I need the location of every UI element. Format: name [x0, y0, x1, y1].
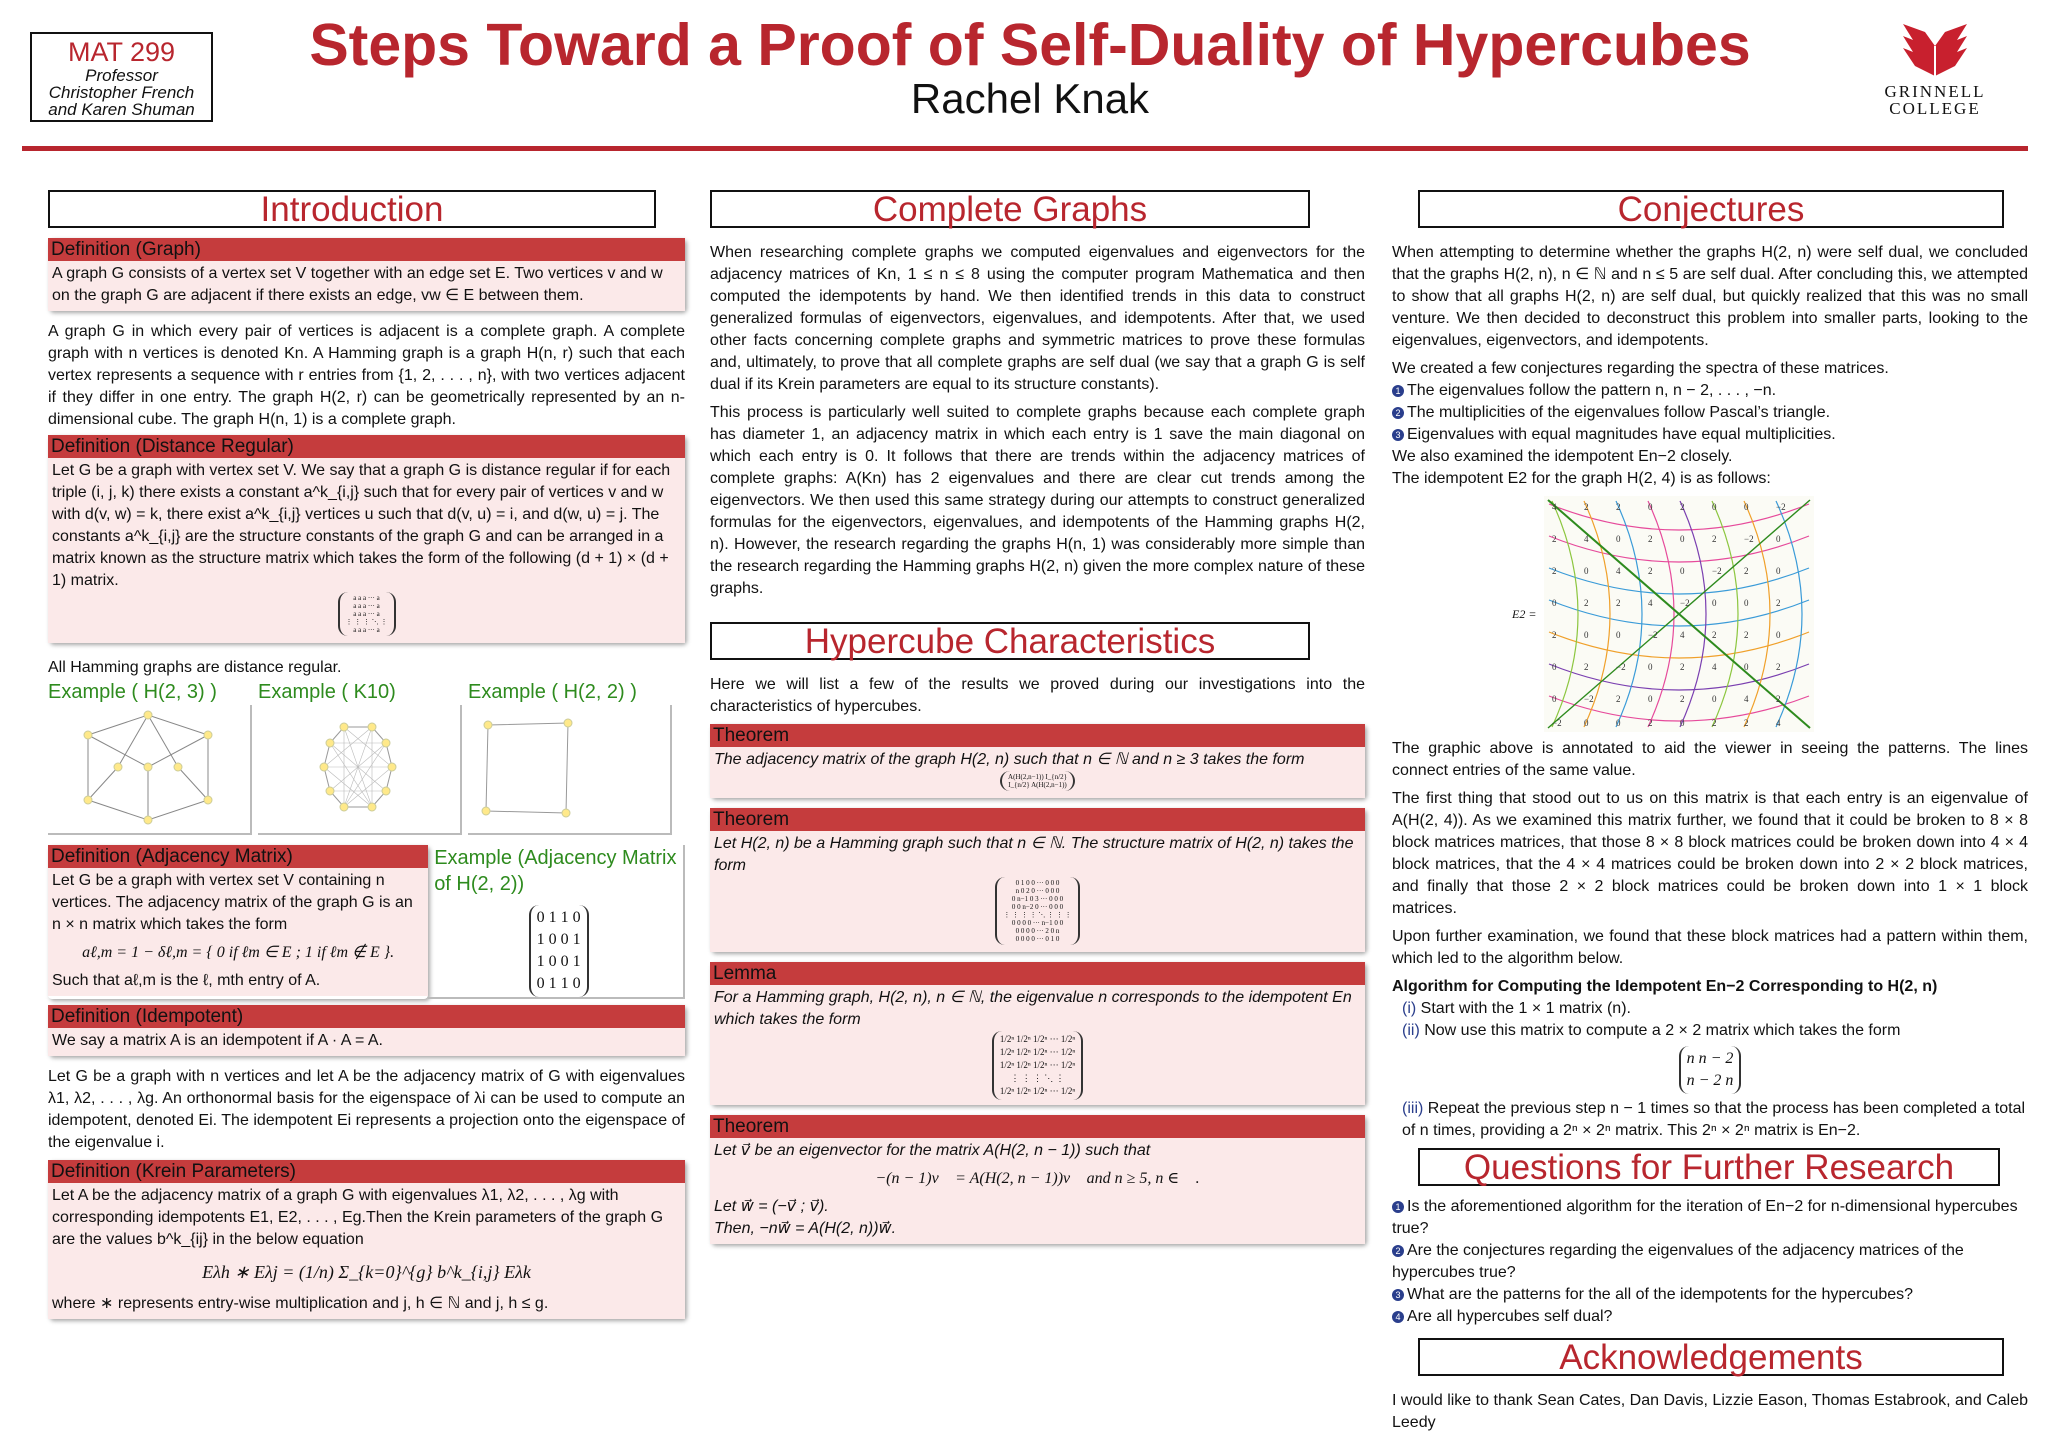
step-number: (ii)	[1402, 1022, 1420, 1039]
matrix-row: 0 0 0 0 ··· 2 0 n	[1015, 927, 1060, 935]
column-complete-graphs	[710, 190, 1365, 1254]
bullet-icon: 3	[1392, 1289, 1404, 1301]
step-text: Repeat the previous step n − 1 times so that the process has been completed a total of n times, providing a 2ⁿ × 2ⁿ matrix. This 2ⁿ × 2ⁿ matrix is En−2.	[1402, 1100, 2026, 1139]
college-logo	[1880, 22, 1990, 117]
professor-line-3: and Karen Shuman	[48, 100, 195, 119]
conjectures-paragraph-7: Upon further examination, we found that these block matrices had a pattern within them, which led to the algorithm below.	[1392, 928, 2028, 967]
step-number: (iii)	[1402, 1100, 1424, 1117]
svg-text:2: 2	[1584, 662, 1589, 672]
svg-text:0: 0	[1648, 662, 1653, 672]
acknowledgements-text: I would like to thank Sean Cates, Dan Davis, Lizzie Eason, Thomas Estabrook, and Caleb Leedy	[1392, 1392, 2028, 1431]
svg-text:0: 0	[1744, 598, 1749, 608]
svg-text:2: 2	[1680, 502, 1685, 512]
conjectures-paragraph-6: The first thing that stood out to us on this matrix is that each entry is an eigenvalue of A(H(2, 4)). As we examined this matrix further, we found that it could be broken to 8 × 8 block matrices matrices, that those 8 × 8 block matrices could be broken down into 4 × 4 block matrices, that the 4 × 4 matrices could be broken down into 2 × 2 block matrices, and finally that those 2 × 2 block matrices could be broken down into 1 × 1 block matrices.	[1392, 790, 2028, 917]
theorem-line: −(n − 1)v⃗ = A(H(2, n − 1))v⃗ and n ≥ 5, n ∈ ℕ.	[875, 1170, 1200, 1187]
question-item	[1392, 1306, 2028, 1328]
h23-graph	[48, 705, 248, 829]
theorem-line: Then, −nw⃗ = A(H(2, n))w⃗.	[714, 1220, 897, 1237]
example-title: Example (Adjacency Matrix of H(2, 2))	[434, 847, 677, 895]
matrix-row: n n − 2	[1686, 1050, 1734, 1067]
block-body-container	[48, 868, 428, 996]
block-body-container	[710, 747, 1365, 798]
svg-text:0: 0	[1712, 502, 1717, 512]
block-heading: Theorem	[710, 1115, 1365, 1138]
hamming-structure-matrix	[995, 877, 1079, 945]
block-body-container	[710, 831, 1365, 952]
svg-text:0: 0	[1584, 566, 1589, 576]
svg-text:−2: −2	[1776, 502, 1787, 512]
svg-text:0: 0	[1776, 630, 1781, 640]
block-heading: Lemma	[710, 962, 1365, 985]
svg-text:4: 4	[1616, 566, 1621, 576]
question-item	[1392, 1196, 2028, 1240]
block-body-container	[710, 985, 1365, 1105]
svg-text:0: 0	[1744, 662, 1749, 672]
example-h23	[48, 679, 258, 835]
definition-adjacency-matrix	[48, 845, 428, 999]
svg-text:2: 2	[1552, 566, 1557, 576]
svg-text:2: 2	[1744, 630, 1749, 640]
step-text: Now use this matrix to compute a 2 × 2 matrix which takes the form	[1424, 1022, 1901, 1039]
h22-graph	[468, 705, 668, 829]
course-box	[30, 32, 213, 122]
svg-text:0: 0	[1712, 694, 1717, 704]
svg-text:4: 4	[1552, 502, 1557, 512]
section-title-conjectures: Conjectures	[1418, 190, 2004, 228]
theorem-eigenvector	[710, 1115, 1365, 1244]
matrix-row: 0 n−1 0 3 ··· 0 0 0	[1011, 895, 1064, 903]
algorithm-step	[1402, 1020, 2028, 1042]
conjectures-paragraph-3: We also examined the idempotent En−2 closely.	[1392, 448, 1733, 465]
h22-graph-figure	[468, 705, 672, 835]
svg-text:2: 2	[1552, 534, 1557, 544]
matrix-row: 0 1 0 0 ··· 0 0 0	[1015, 879, 1060, 887]
bullet-icon: 4	[1392, 1311, 1404, 1323]
poster-author: Rachel Knak	[910, 75, 1150, 122]
definition-distance-regular	[48, 435, 685, 643]
matrix-row: 0 0 0 0 ··· n−1 0 0	[1011, 919, 1064, 927]
theorem-adjacency	[710, 724, 1365, 798]
structure-matrix-figure	[714, 877, 1361, 948]
definition-graph	[48, 238, 685, 311]
k10-graph	[258, 705, 458, 829]
svg-text:2: 2	[1744, 718, 1749, 728]
svg-text:2: 2	[1680, 694, 1685, 704]
svg-text:−2: −2	[1552, 718, 1563, 728]
example-adjacency	[428, 845, 685, 999]
step-text: Start with the 1 × 1 matrix (n).	[1420, 1000, 1631, 1017]
svg-text:4: 4	[1648, 598, 1653, 608]
question-text: Are all hypercubes self dual?	[1407, 1308, 1613, 1325]
intro-paragraph-1: A graph G in which every pair of vertices is adjacent is a complete graph. A complete graph with n vertices is denoted Kn. A Hamming graph is a graph H(n, r) such that each vertex represents a sequence with r entries from {1, 2, . . . , n}, with two vertices adjacent if they differ in one entry. The graph H(2, r) can be geometrically represented by an n-dimensional cube. The graph H(n, 1) is a complete graph.	[48, 323, 685, 428]
block-heading: Definition (Krein Parameters)	[48, 1160, 685, 1183]
conjectures-paragraph-4: The idempotent E2 for the graph H(2, 4) is as follows:	[1392, 470, 1771, 487]
svg-text:0: 0	[1648, 502, 1653, 512]
column-introduction	[48, 190, 685, 1329]
question-item	[1392, 1284, 2028, 1306]
algorithm-matrix	[1679, 1046, 1742, 1094]
krein-formula: Eλh ∗ Eλj = (1/n) Σ_{k=0}^{g} b^k_{i,j} Eλk	[202, 1262, 531, 1282]
conjectures-paragraph-5: The graphic above is annotated to aid the viewer in seeing the patterns. The lines connect entries of the same value.	[1392, 740, 2028, 779]
section-title-hypercube: Hypercube Characteristics	[710, 622, 1310, 660]
theorem-structure-matrix	[710, 808, 1365, 952]
block-tail: Such that aℓ,m is the ℓ, mth entry of A.	[52, 972, 321, 989]
k10-graph-figure	[258, 705, 462, 835]
example-title: Example ( H(2, 3) )	[48, 681, 217, 703]
block-body: A graph G consists of a vertex set V together with an edge set E. Two vertices v and w on the graph G are adjacent if there exists an edge, vw ∈ E between them.	[48, 261, 685, 311]
svg-text:0: 0	[1680, 718, 1685, 728]
adjacency-formula: aℓ,m = 1 − δℓ,m = { 0 if ℓm ∈ E ; 1 if ℓm ∉ E }.	[82, 944, 395, 961]
example-adjacency-matrix-figure	[434, 905, 683, 997]
svg-text:2: 2	[1584, 598, 1589, 608]
theorem-adjacency-matrix	[1000, 771, 1075, 791]
block-body: For a Hamming graph, H(2, n), n ∈ ℕ, the eigenvalue n corresponds to the idempotent En which takes the form	[714, 989, 1352, 1028]
block-heading: Theorem	[710, 724, 1365, 747]
conjecture-item	[1392, 380, 2028, 402]
svg-text:4: 4	[1680, 630, 1685, 640]
matrix-row: A(H(2,n−1)) I_{n/2}	[1008, 773, 1067, 781]
matrix-row: 0 0 n−2 0 ··· 0 0 0	[1011, 903, 1064, 911]
block-heading: Definition (Graph)	[48, 238, 685, 261]
matrix-row: n − 2 n	[1686, 1072, 1734, 1089]
professor-line-2: Christopher French	[48, 83, 195, 102]
theorem-line: Let w⃗ = (−v⃗ ; v⃗).	[714, 1198, 829, 1215]
adjacency-row	[48, 845, 685, 999]
block-heading: Definition (Idempotent)	[48, 1005, 685, 1028]
svg-text:4: 4	[1776, 718, 1781, 728]
block-body: We say a matrix A is an idempotent if A · A = A.	[48, 1028, 685, 1056]
svg-text:0: 0	[1648, 694, 1653, 704]
svg-text:2: 2	[1648, 718, 1653, 728]
matrix-row: ⋮ ⋮ ⋮ ⋱ ⋮	[1010, 1073, 1065, 1083]
header-rule	[22, 146, 2028, 151]
definition-krein	[48, 1160, 685, 1319]
question-text: Are the conjectures regarding the eigenvalues of the adjacency matrices of the hypercubes true?	[1392, 1242, 1964, 1281]
svg-text:2: 2	[1616, 502, 1621, 512]
block-heading: Theorem	[710, 808, 1365, 831]
bullet-icon: 2	[1392, 1245, 1404, 1257]
svg-text:2: 2	[1744, 566, 1749, 576]
matrix-row: 0 1 1 0	[536, 975, 581, 992]
college-name-line-1: GRINNELL	[1884, 82, 1986, 101]
svg-text:2: 2	[1776, 694, 1781, 704]
definition-idempotent	[48, 1005, 685, 1056]
question-text: What are the patterns for the all of the idempotents for the hypercubes?	[1407, 1286, 1914, 1303]
matrix-row: I_{n/2} A(H(2,n−1))	[1008, 781, 1067, 789]
column-conjectures	[1392, 190, 2028, 1440]
section-title-questions: Questions for Further Research	[1418, 1148, 2000, 1186]
svg-text:2: 2	[1616, 598, 1621, 608]
h23-graph-figure	[48, 705, 252, 835]
section-title-complete-graphs: Complete Graphs	[710, 190, 1310, 228]
college-name-line-2: COLLEGE	[1889, 99, 1981, 118]
section-title-acknowledgements: Acknowledgements	[1418, 1338, 2004, 1376]
matrix-row: 1/2ⁿ 1/2ⁿ 1/2ⁿ ··· 1/2ⁿ	[999, 1086, 1076, 1096]
question-item	[1392, 1240, 2028, 1284]
svg-text:2: 2	[1648, 566, 1653, 576]
example-k10	[258, 679, 468, 835]
example-title: Example ( K10)	[258, 681, 396, 703]
svg-text:0: 0	[1584, 630, 1589, 640]
matrix-row: 0 0 0 0 ··· 0 1 0	[1015, 935, 1060, 943]
svg-text:2: 2	[1552, 630, 1557, 640]
step-number: (i)	[1402, 1000, 1417, 1017]
example-h22	[468, 679, 678, 835]
complete-paragraph-2: This process is particularly well suited to complete graphs because each complete graph has diameter 1, an adjacency matrix in which each entry is 1 save the main diagonal on which each entry is 0. It follows that there are trends within the adjacency matrices of complete graphs: A(Kn) has 2 eigenvalues and there are clear cut trends among the eigenvectors. We then used this same strategy during our attempts to construct generalized formulas for the eigenvectors, eigenvalues, and idempotents of the Hamming graphs H(2, n). However, the research regarding the graphs H(n, 1) was considerably more simple than the research regarding the Hamming graphs H(2, n) given the more complex nature of these graphs.	[710, 404, 1365, 597]
e2-label: E2 =	[1512, 607, 1537, 621]
conjecture-item	[1392, 424, 2028, 446]
lemma-matrix	[992, 1031, 1083, 1100]
section-title-introduction: Introduction	[48, 190, 656, 228]
bullet-icon: 2	[1392, 407, 1404, 419]
svg-text:0: 0	[1776, 566, 1781, 576]
matrix-row: n 0 2 0 ··· 0 0 0	[1015, 887, 1060, 895]
block-body: Let G be a graph with vertex set V containing n vertices. The adjacency matrix of the graph G is an n × n matrix which takes the form	[52, 872, 413, 933]
svg-text:−2: −2	[1680, 598, 1691, 608]
conjecture-text: The multiplicities of the eigenvalues follow Pascal’s triangle.	[1407, 404, 1831, 421]
matrix-row: 1 0 0 1	[536, 953, 581, 970]
matrix-row: 1/2ⁿ 1/2ⁿ 1/2ⁿ ··· 1/2ⁿ	[999, 1060, 1076, 1070]
matrix-row: 1/2ⁿ 1/2ⁿ 1/2ⁿ ··· 1/2ⁿ	[999, 1034, 1076, 1044]
structure-matrix-figure	[52, 592, 681, 639]
intro-paragraph-2: Let G be a graph with n vertices and let A be the adjacency matrix of G with eigenvalues λ1, λ2, . . . , λg. An orthonormal basis for the eigenspace of λi can be used to compute an idempotent, denoted Ei. The idempotent Ei represents a projection onto the eigenspace of the eigenvalue i.	[48, 1068, 685, 1151]
svg-text:0: 0	[1616, 534, 1621, 544]
college-logo-icon	[1895, 22, 1975, 78]
block-tail: where ∗ represents entry-wise multiplication and j, h ∈ ℕ and j, h ≤ g.	[52, 1295, 549, 1312]
matrix-row: 1/2ⁿ 1/2ⁿ 1/2ⁿ ··· 1/2ⁿ	[999, 1047, 1076, 1057]
svg-text:−2: −2	[1712, 566, 1723, 576]
block-body: Let A be the adjacency matrix of a graph G with eigenvalues λ1, λ2, . . . , λg with corresponding idempotents E1, E2, . . . , Eg.Then the Krein parameters of the graph G are the values b^k_{ij} in the below equation	[52, 1187, 664, 1248]
course-code: MAT 299	[67, 37, 176, 67]
bullet-icon: 1	[1392, 1201, 1404, 1213]
lemma-matrix-figure	[714, 1031, 1361, 1101]
svg-text:2: 2	[1648, 534, 1653, 544]
svg-text:4: 4	[1712, 662, 1717, 672]
svg-text:0: 0	[1552, 662, 1557, 672]
svg-text:−2: −2	[1744, 534, 1755, 544]
block-body: Let G be a graph with vertex set V. We say that a graph G is distance regular if for each triple (i, j, k) there exists a constant a^k_{i,j} such that for every pair of vertices v and w with d(v, w) = k, there exist a^k_{i,j} vertices u such that d(v, u) = i, and d(w, u) = j. The constants a^k_{i,j} are the structure constants of the graph G and can be arranged in a matrix known as the structure matrix which takes the form of the following (d + 1) × (d + 1) matrix.	[52, 462, 671, 589]
svg-text:0: 0	[1552, 694, 1557, 704]
svg-text:2: 2	[1584, 502, 1589, 512]
conjectures-paragraph-1: When attempting to determine whether the graphs H(2, n) were self dual, we concluded that the graphs H(2, n), n ∈ ℕ and n ≤ 5 are self dual. After concluding this, we attempted to show that all graphs H(2, n) are self dual, but quickly realized that this was no small venture. We then decided to deconstruct this problem into smaller parts, looking to the eigenvalues, eigenvectors, and idempotents.	[1392, 244, 2028, 349]
block-body-container	[48, 458, 685, 643]
hamming-distance-regular: All Hamming graphs are distance regular.	[48, 659, 342, 676]
svg-text:0: 0	[1744, 502, 1749, 512]
conjecture-text: The eigenvalues follow the pattern n, n − 2, . . . , −n.	[1407, 382, 1777, 399]
svg-text:2: 2	[1712, 630, 1717, 640]
svg-text:2: 2	[1776, 662, 1781, 672]
block-heading: Definition (Adjacency Matrix)	[48, 845, 428, 868]
block-body: The adjacency matrix of the graph H(2, n) such that n ∈ ℕ and n ≥ 3 takes the form	[714, 751, 1305, 768]
structure-matrix: a a a ··· a a a a ··· a a a a ··· a ⋮ ⋮ ⋮ ⋱ ⋮ a a a ··· a	[338, 592, 396, 636]
svg-text:2: 2	[1616, 694, 1621, 704]
conjecture-item	[1392, 402, 2028, 424]
conjectures-paragraph-2: We created a few conjectures regarding the spectra of these matrices.	[1392, 360, 1889, 377]
theorem-adjacency-matrix-figure	[714, 771, 1361, 794]
complete-paragraph-1: When researching complete graphs we computed eigenvalues and eigenvectors for the adjacency matrices of Kn, 1 ≤ n ≤ 8 using the computer program Mathematica and then computed the idempotents by hand. We then identified trends in this data to construct generalized formulas of eigenvectors, eigenvalues, and idempotents. After that, we used other facts concerning complete graphs and symmetric matrices to prove these formulas and, ultimately, to prove that all complete graphs are self dual (we say that a graph G is self dual if its Krein parameters are equal to its structure constants).	[710, 244, 1365, 393]
svg-text:−2: −2	[1616, 662, 1627, 672]
svg-text:4: 4	[1744, 694, 1749, 704]
svg-text:0: 0	[1616, 630, 1621, 640]
block-body-container	[48, 1183, 685, 1319]
e2-annotated-matrix	[1544, 496, 1814, 732]
algorithm-title: Algorithm for Computing the Idempotent En−2 Corresponding to H(2, n)	[1392, 978, 1938, 995]
algorithm-step	[1402, 998, 2028, 1020]
question-text: Is the aforementioned algorithm for the iteration of En−2 for n-dimensional hypercubes true?	[1392, 1198, 2018, 1237]
block-body: Let H(2, n) be a Hamming graph such that n ∈ ℕ. The structure matrix of H(2, n) takes the form	[714, 835, 1354, 874]
matrix-row: 0 1 1 0	[536, 909, 581, 926]
algorithm-matrix-figure	[1392, 1046, 2028, 1094]
bullet-icon: 1	[1392, 385, 1404, 397]
bullet-icon: 3	[1392, 429, 1404, 441]
svg-text:2: 2	[1712, 718, 1717, 728]
example-title: Example ( H(2, 2) )	[468, 681, 637, 703]
theorem-line: Let v⃗ be an eigenvector for the matrix A(H(2, n − 1)) such that	[714, 1142, 1151, 1159]
svg-text:0: 0	[1680, 534, 1685, 544]
hypercube-intro: Here we will list a few of the results we proved during our investigations into the characteristics of hypercubes.	[710, 676, 1365, 715]
block-body-container	[710, 1138, 1365, 1244]
svg-text:−2: −2	[1648, 630, 1659, 640]
svg-text:0: 0	[1712, 598, 1717, 608]
svg-text:2: 2	[1712, 534, 1717, 544]
examples-row	[48, 679, 685, 835]
poster-title: Steps Toward a Proof of Self-Duality of Hypercubes	[309, 12, 1751, 78]
svg-text:0: 0	[1616, 718, 1621, 728]
svg-text:0: 0	[1584, 718, 1589, 728]
lemma-idempotent	[710, 962, 1365, 1105]
block-heading: Definition (Distance Regular)	[48, 435, 685, 458]
example-adjacency-matrix	[529, 905, 589, 997]
svg-text:2: 2	[1776, 598, 1781, 608]
svg-text:−2: −2	[1584, 694, 1595, 704]
professor-line-1: Professor	[85, 66, 158, 85]
matrix-row: ⋮ ⋮ ⋮ ⋮ ⋱ ⋮ ⋮ ⋮	[1003, 911, 1072, 919]
svg-text:0: 0	[1552, 598, 1557, 608]
svg-text:0: 0	[1776, 534, 1781, 544]
svg-text:0: 0	[1680, 566, 1685, 576]
matrix-row: 1 0 0 1	[536, 931, 581, 948]
svg-text:2: 2	[1680, 662, 1685, 672]
svg-text:4: 4	[1584, 534, 1589, 544]
conjecture-text: Eigenvalues with equal magnitudes have equal multiplicities.	[1407, 426, 1836, 443]
e2-matrix-figure	[1512, 496, 2028, 732]
algorithm-step	[1402, 1098, 2028, 1142]
